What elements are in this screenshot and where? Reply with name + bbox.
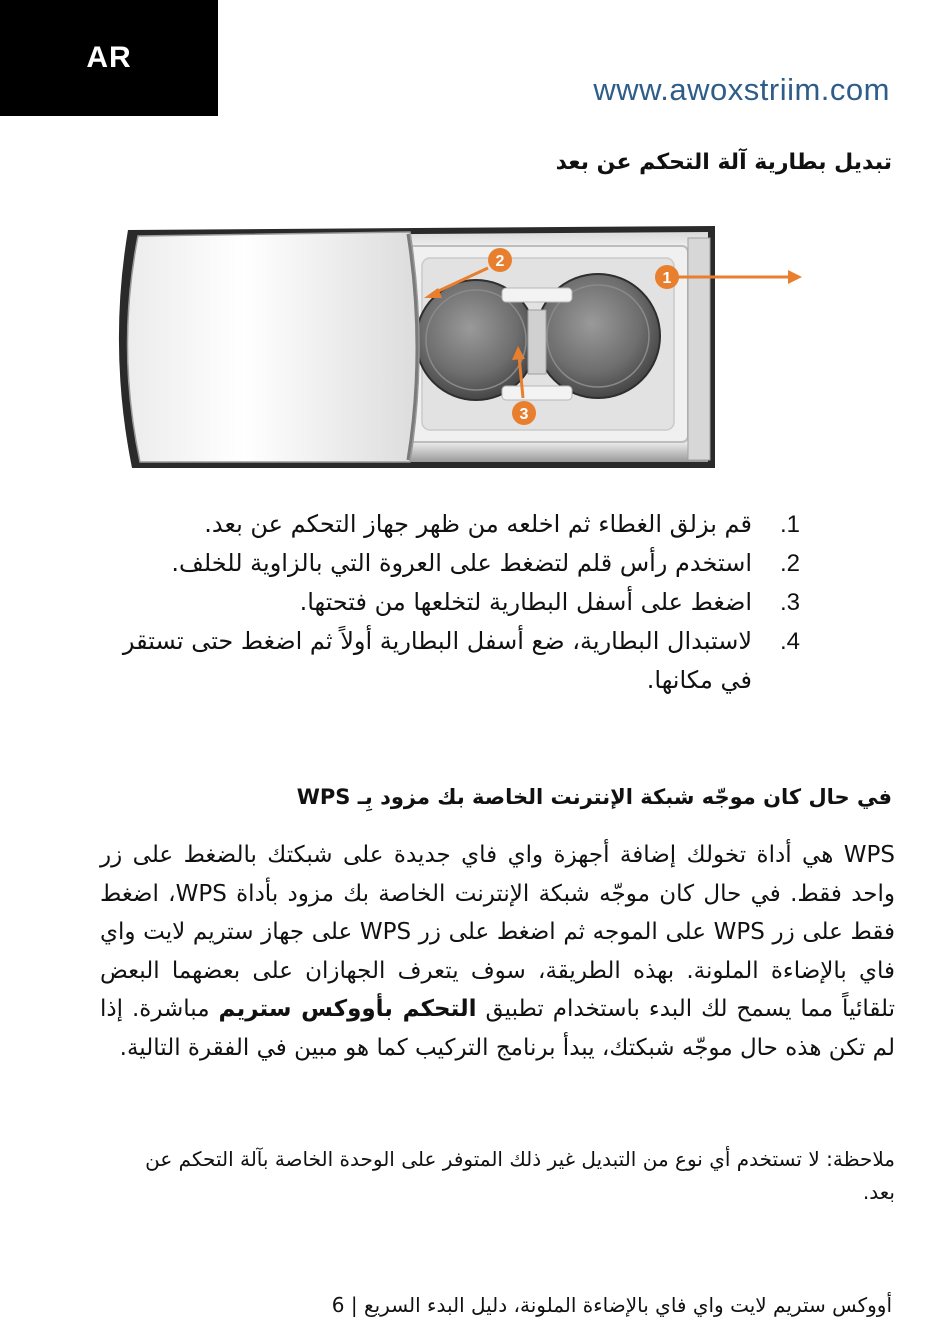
- language-tab: [0, 0, 218, 116]
- list-item: [100, 583, 845, 622]
- wps-paragraph-part2: مباشرة. إذا لم تكن هذه حال موجّه شبكتك، يبدأ برنامج التركيب كما هو مبين في الفقرة التالية.: [100, 996, 895, 1061]
- wps-paragraph-part1: WPS هي أداة تخولك إضافة أجهزة واي فاي جديدة على شبكتك بالضغط على زر واحد فقط. في حال كان موجّه شبكة الإنترنت الخاصة بك مزود بأداة WPS، اضغط فقط على زر WPS على الموجه ثم اضغط على زر WPS على جهاز ستريم لايت واي فاي بالإضاءة الملونة. بهذه الطريقة، سوف يتعرف الجهازان على بعضهما البعض تلقائياً مما يسمح لك البدء باستخدام تطبيق: [100, 842, 896, 1022]
- step-text: استخدم رأس قلم لتضغط على العروة التي بالزاوية للخلف.: [171, 549, 752, 577]
- callout-2: [488, 248, 512, 272]
- svg-text:3: 3: [519, 406, 529, 423]
- callout-1: [655, 265, 679, 289]
- svg-text:2: 2: [495, 253, 505, 270]
- callout-3: [512, 401, 536, 425]
- battery-steps-list: [100, 505, 845, 700]
- note-text: ملاحظة: لا تستخدم أي نوع من التبديل غير ذلك المتوفر على الوحدة الخاصة بآلة التحكم عن بعد.: [145, 1147, 895, 1204]
- list-item: [100, 544, 845, 583]
- step-number: .1: [780, 511, 801, 538]
- wps-paragraph: [100, 836, 895, 1067]
- page-footer: أووكس ستريم لايت واي فاي بالإضاءة الملونة، دليل البدء السريع | 6: [331, 1293, 892, 1317]
- step-number: .4: [780, 628, 801, 655]
- step-text: قم بزلق الغطاء ثم اخلعه من ظهر جهاز التحكم عن بعد.: [204, 510, 752, 538]
- sliding-cover: [127, 232, 419, 462]
- wps-app-name: التحكم بأووكس ستريم: [218, 996, 477, 1022]
- svg-text:1: 1: [662, 270, 672, 287]
- section-title-wps: في حال كان موجّه شبكة الإنترنت الخاصة بك مزود بِـ WPS: [296, 785, 892, 809]
- language-code: AR: [86, 41, 132, 74]
- step-text: لاستبدال البطارية، ضع أسفل البطارية أولاً ثم اضغط حتى تستقر في مكانها.: [122, 627, 752, 694]
- step-text: اضغط على أسفل البطارية لتخلعها من فتحتها.: [299, 588, 752, 616]
- list-item: [100, 622, 845, 700]
- website-url[interactable]: www.awoxstriim.com: [593, 72, 890, 107]
- step-number: .2: [780, 550, 801, 577]
- list-item: [100, 505, 845, 544]
- remote-battery-illustration: [110, 218, 810, 500]
- section-title-battery: تبديل بطارية آلة التحكم عن بعد: [555, 150, 892, 175]
- step-number: .3: [780, 589, 801, 616]
